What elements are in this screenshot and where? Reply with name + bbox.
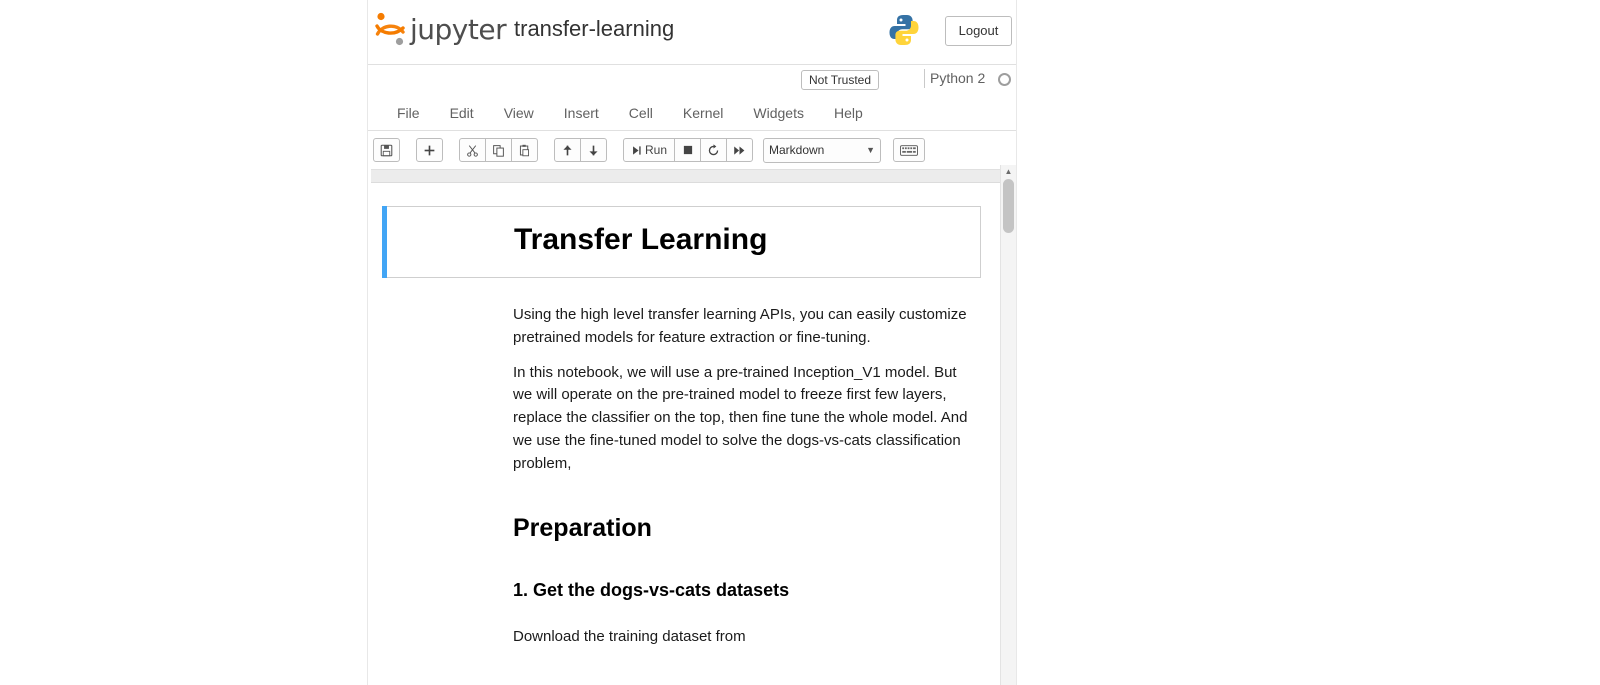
heading-step-1-datasets: 1. Get the dogs-vs-cats datasets: [513, 579, 790, 600]
paragraph-notebook-description: In this notebook, we will use a pre-trained Inception_V1 model. But we will operate on the pre-trained model to freeze first few layers, replace the classifier on the top, then fine tune the whole model. And we use the fine-tuned model to solve the dogs-vs-cats classification problem,: [513, 363, 968, 472]
notebook-name[interactable]: transfer-learning: [514, 16, 675, 41]
menu-item-widgets[interactable]: Widgets: [753, 105, 804, 121]
run-cell-icon: [631, 145, 642, 156]
run-cell-label: Run: [644, 143, 667, 157]
cut-cell-button[interactable]: [459, 138, 486, 162]
command-palette-button[interactable]: [893, 138, 925, 162]
restart-kernel-button[interactable]: [700, 138, 727, 162]
kernel-name-label: Python 2: [930, 70, 986, 86]
jupyter-logo-icon: [375, 12, 405, 46]
trust-status-badge[interactable]: Not Trusted: [801, 70, 879, 90]
menu-item-edit[interactable]: Edit: [449, 105, 474, 121]
notebook-content: [368, 183, 1000, 660]
jupyter-logo-text: jupyter: [410, 12, 507, 46]
copy-icon: [492, 144, 505, 157]
floppy-disk-icon: [380, 144, 393, 157]
toolbar-group-save: [373, 138, 400, 162]
cell-heading-transfer-learning: Transfer Learning: [514, 223, 768, 256]
scissors-icon: [466, 144, 479, 157]
paste-cell-button[interactable]: [511, 138, 538, 162]
menu-item-kernel[interactable]: Kernel: [682, 105, 724, 121]
restart-kernel-icon: [707, 144, 720, 157]
menu-item-cell[interactable]: Cell: [628, 105, 653, 121]
markdown-rendered-block[interactable]: [368, 304, 1000, 648]
page-left-gutter: [368, 165, 371, 685]
interrupt-kernel-button[interactable]: [674, 138, 701, 162]
stop-square-icon: [682, 144, 694, 156]
triangle-up-icon[interactable]: ▲: [1004, 167, 1013, 176]
notebook-status-row: [368, 65, 1016, 96]
horizontal-scroll-strip[interactable]: [368, 170, 1016, 183]
restart-and-run-all-button[interactable]: [726, 138, 753, 162]
cell-selection-bar: [382, 206, 387, 278]
markdown-cell-selected[interactable]: [382, 206, 981, 278]
menu-bar: [368, 96, 1016, 131]
logout-button[interactable]: Logout: [945, 16, 1012, 46]
kernel-idle-circle-icon[interactable]: [998, 73, 1011, 86]
fast-forward-icon: [733, 144, 746, 157]
clipboard-paste-icon: [518, 144, 531, 157]
copy-cell-button[interactable]: [485, 138, 512, 162]
menu-item-insert[interactable]: Insert: [563, 105, 599, 121]
heading-preparation: Preparation: [513, 513, 652, 542]
toolbar-group-move: [554, 138, 607, 162]
chevron-down-icon: ▼: [866, 145, 875, 155]
insert-cell-below-button[interactable]: [416, 138, 443, 162]
toolbar-group-clipboard: [459, 138, 538, 162]
notebook-vertical-scrollbar[interactable]: [1000, 165, 1016, 685]
toolbar-group-insert: [416, 138, 443, 162]
jupyter-notebook-window: [367, 0, 1017, 685]
keyboard-icon: [900, 145, 918, 156]
arrow-down-icon: [587, 144, 600, 157]
arrow-up-icon: [561, 144, 574, 157]
notebook-header: [368, 0, 1016, 65]
notebook-toolbar: [368, 131, 1016, 170]
cell-type-select[interactable]: [763, 138, 881, 163]
notebook-cells-container: [368, 183, 1016, 681]
cell-type-value: Markdown: [769, 143, 825, 157]
move-cell-up-button[interactable]: [554, 138, 581, 162]
scrollbar-thumb[interactable]: [1003, 179, 1014, 233]
python-logo-icon: [886, 12, 922, 48]
plus-icon: [423, 144, 436, 157]
paragraph-download-dataset: Download the training dataset from: [513, 627, 746, 645]
save-button[interactable]: [373, 138, 400, 162]
status-divider: [924, 69, 925, 88]
menu-item-file[interactable]: File: [397, 105, 420, 121]
menu-item-view[interactable]: View: [503, 105, 534, 121]
jupyter-logo[interactable]: [375, 12, 506, 46]
toolbar-group-run: [623, 138, 753, 162]
move-cell-down-button[interactable]: [580, 138, 607, 162]
menu-item-help[interactable]: Help: [833, 105, 863, 121]
paragraph-intro: Using the high level transfer learning APIs, you can easily customize pretrained models for feature extraction or fine-tuning.: [513, 306, 967, 346]
run-cell-button[interactable]: [623, 138, 675, 162]
